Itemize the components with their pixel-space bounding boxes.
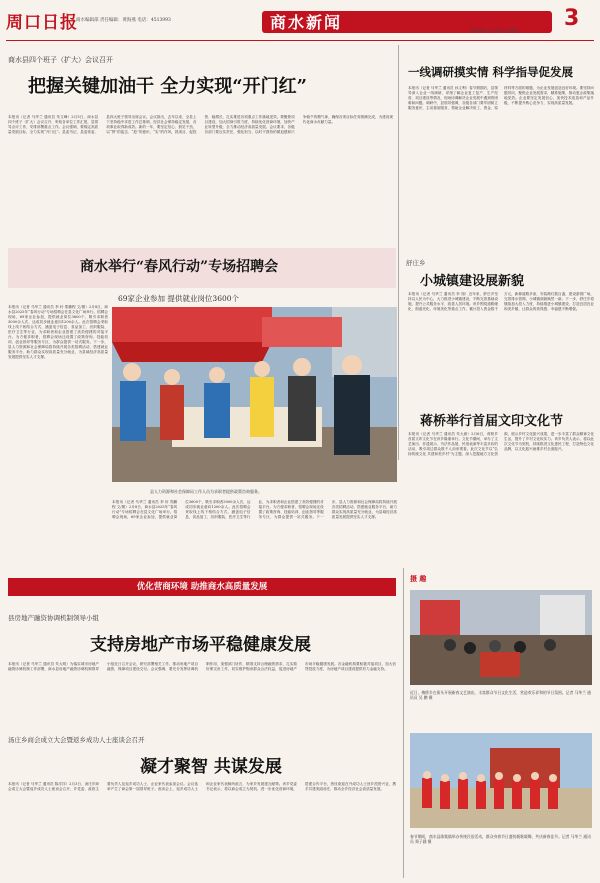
photo2-caption: 春节期间，商水县练集镇举办传统民俗活动，群众身着节日盛装载歌载舞，共庆新春佳节。记者 马华兰 通讯员 郑子涵 摄 xyxy=(410,834,591,844)
article3-headline: 小城镇建设展新貌 xyxy=(420,274,525,289)
article7-kicker: 汤庄乡商会成立大会暨返乡成功人士座谈会召开 xyxy=(8,736,145,744)
article1-body: 本报讯（记者 马华兰 通讯员 朱文峰）2月5日，商水县四个班子（扩大）会议召开，听取各单位工作汇报，县领导点评工作，安排部署重点工作。会议强调，要锚定高质量发展目标，全力实现“开门红”。县委书记、县委常委、县四大班子领导出席会议。会议指出，去年以来，全县上下坚持稳中求进工作总基调，经济社会保持稳定发展，各项事业取得新成效。新的一年，要坚定信心、鼓足干劲，以“拼”的姿态、“抢”的意识、“实”的作风，抓项目、促投资、稳增长，扎实推进各项重点工作落地见效。要聚焦项目建设，加大招商引资力度，持续优化营商环境，加快产业转型升级，全力推动经济高质量发展。会议要求，各级各部门要压实责任，强化担当，以时不我待的紧迫感和只争朝夕的精气神，确保各项目标任务圆满完成，为建设现代化商水贡献力量。 xyxy=(8,115,393,134)
column-divider xyxy=(398,45,399,460)
photo1-caption: 近日，梅桥乡在街头开展新春文艺演出，丰富群众节日文化生活，营造欢乐祥和的节日氛围。记者 马华兰 通讯员 吴 鹏 摄 xyxy=(410,690,591,700)
street-performance-photo xyxy=(410,590,592,685)
sidebar-label: 摄 趣 xyxy=(410,574,427,583)
article7-headline: 凝才聚智 共谋发展 xyxy=(140,757,282,777)
article6-headline: 支持房地产市场平稳健康发展 xyxy=(90,635,311,655)
article3-kicker: 舒庄乡 xyxy=(406,259,426,267)
article4-body-continued: 本报讯（记者 马华兰 通讯员 李 轩 郑鹏程 文/图）2月8日，商水县2025年“春风行动”专场招聘会在县文化广场举行。招聘会现场，69家企业参加，提供就业岗位3600个，吸引求职者3000余人次，达成初步就业意向1200余人。此次招聘会采取线上线下相结合方式，涵盖电子信息、食品加工、纺织服装、医疗卫生等行业，为求职者和企业搭建了高效便捷的对接平台。为方便求职者，招聘会现场还设置了政策咨询、技能培训、创业指导等服务专区，为群众提供一站式服务。下一步，县人力资源和社会保障局将持续开展各类招聘活动，搭建就业服务平台，助力群众实现高质量充分就业，为县域经济高质量发展提供坚实人才支撑。 xyxy=(112,500,397,519)
page-number: 3 xyxy=(564,6,580,31)
article4-body: 本报讯（记者 马华兰 通讯员 李 轩 郑鹏程 文/图）2月8日，商水县2025年“春风行动”专场招聘会在县文化广场举行。招聘会现场，69家企业参加，提供就业岗位3600个，吸引求职者3000余人次，达成初步就业意向1200余人。此次招聘会采取线上线下相结合方式，涵盖电子信息、食品加工、纺织服装、医疗卫生等行业，为求职者和企业搭建了高效便捷的对接平台。为方便求职者，招聘会现场还设置了政策咨询、技能培训、创业指导等服务专区，为群众提供一站式服务。下一步，县人力资源和社会保障局将持续开展各类招聘活动，搭建就业服务平台，助力群众实现高质量充分就业，为县域经济高质量发展提供坚实人才支撑。 xyxy=(8,305,108,359)
issue-date: 2025年 2月 10日 星期一 xyxy=(470,29,522,34)
article2-body: 本报讯（记者 马华兰 通讯员 孙文利）春节假期后，县领导深入企业一线调研，详细了解企业复工复产、生产经营、项目建设等情况，现场协调解决企业发展中遇到的困难和问题。调研中，县领导强调，各级各部门要牢固树立服务意识，主动靠前服务，帮助企业解决用工、资金、原材料等方面的难题，为企业发展创造良好环境。要坚持问题导向，聚焦企业发展需求，精准施策，推动惠企政策落地见效。企业要坚定发展信心，加快技术改造和产品升级，不断提升核心竞争力，实现高质量发展。 xyxy=(408,86,594,110)
article1-kicker: 商水县四个班子（扩大）会议召开 xyxy=(8,56,113,64)
folk-dance-photo xyxy=(410,733,592,828)
section-banner: 优化营商环境 助推商水高质量发展 xyxy=(8,578,396,596)
article5-body: 本报讯（记者 马华兰 通讯员 朱大唐）2月6日，蒋桥乡首届文印文化节在该乡隆重举行。文化节期间，举办了文艺演出、非遗展示、书法作品展、民俗表演等丰富多彩的活动，吸引周边群众数千人前来观看。此次文化节以“弘扬传统文化 共建和美乡村”为主题，深入挖掘地方文化资源，展示乡村文化振兴成果，进一步丰富了群众精神文化生活，提升了乡村文化软实力。该乡负责人表示，将以此次文化节为契机，持续推进文化惠民工程，打造特色文化品牌，以文化振兴助推乡村全面振兴。 xyxy=(408,432,594,456)
article4-headline: 商水举行“春风行动”专场招聘会 xyxy=(80,259,279,275)
article3-body: 本报讯（记者 马华兰 通讯员 李 翔）近年来，舒庄乡坚持以人民为中心，大力推进小城镇建设，不断完善基础设施，提升公共服务水平，改善人居环境。该乡围绕道路硬化、街道亮化、环境美化等重点工作，累计投入资金数千万元，新修道路多条，安装路灯数百盏，建设游园广场，完善排水管网，小城镇面貌焕然一新。下一步，舒庄乡将继续加大投入力度，持续推进小城镇建设，打造宜居宜业和美乡镇，让群众的获得感、幸福感不断增强。 xyxy=(408,292,594,311)
masthead-meta: 商水编辑部 责任编辑：黄海燕 电话：4513993 xyxy=(76,18,171,23)
job-fair-photo xyxy=(112,307,397,482)
article1-headline: 把握关键加油干 全力实现“开门红” xyxy=(28,76,307,97)
article6-kicker: 县房地产融资协调机制领导小组 xyxy=(8,614,99,622)
article6-body: 本报讯（记者 马华兰 通讯员 朱大明）为落实城市房地产融资协调机制工作部署，商水县房地产融资协调机制领导小组近日召开会议，研究部署相关工作，推动房地产项目融资，保障项目建设交付。会议强调，要充分发挥协调机制作用，加强部门协作，精准支持合理融资需求，扎实做好保交房工作，切实维护购房群众合法权益，促进房地产市场平稳健康发展。各金融机构要积极对接项目，加大信贷投放力度，为房地产项目建设提供有力金融支持。 xyxy=(8,662,396,671)
article5-headline: 蒋桥举行首届文印文化节 xyxy=(420,414,564,429)
article4-photo-caption: 县人力资源和社会保障局工作人员为求职者提供政策咨询服务。 xyxy=(150,489,262,494)
article2-headline: 一线调研摸实情 科学指导促发展 xyxy=(408,65,574,79)
masthead-rule xyxy=(6,40,594,41)
article4-subhead: 69家企业参加 提供就业岗位3600个 xyxy=(118,294,240,303)
newspaper-logo: 周口日报 xyxy=(6,13,78,33)
article7-body: 本报讯（记者 马华兰 通讯员 陈洋洋）2月3日，汤庄乡商会成立大会暨返乡成功人士座谈会召开，乡党委、政府主要负责人及返乡成功人士、企业家代表参加会议。会议选举产生了商会第一届领导班子。座谈会上，返乡成功人士和企业家代表畅所欲言，为家乡发展建言献策。该乡党委书记表示，将以商会成立为契机，进一步优化营商环境，搭建合作平台，热忱欢迎在外成功人士回乡投资兴业，携手共建美丽汤庄，推动全乡经济社会高质量发展。 xyxy=(8,782,396,791)
section-title: 商水新闻 xyxy=(270,13,343,32)
